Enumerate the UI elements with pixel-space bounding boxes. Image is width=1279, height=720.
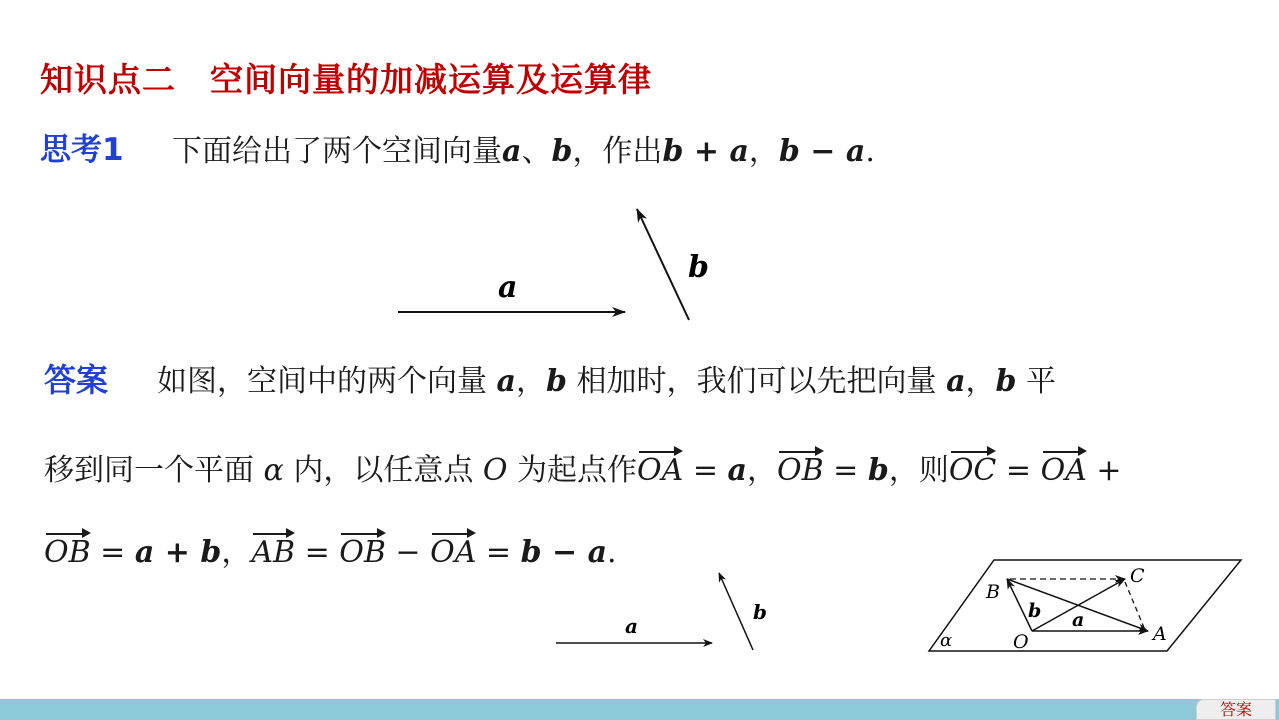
footer-bar — [0, 699, 1279, 720]
vector-b-arrow — [637, 209, 689, 320]
figure-plane-parallelogram — [920, 552, 1250, 662]
vector-OA: OA — [430, 535, 477, 570]
answer-line-1: 如图，空间中的两个向量 a，b 相加时，我们可以先把向量 a，b 平 — [157, 364, 1057, 399]
plane-label-b: b — [1028, 600, 1042, 622]
vector-OB: OB — [339, 535, 386, 570]
think-question: 下面给出了两个空间向量a、b，作出b + a，b − a. — [172, 134, 875, 169]
small-vector-b-label: b — [753, 600, 767, 624]
vector-OC: OC — [948, 453, 997, 488]
plane-alpha — [929, 560, 1241, 651]
vector-OA: OA — [637, 453, 684, 488]
dashed-C-to-A — [1125, 582, 1145, 630]
section-title: 知识点二 空间向量的加减运算及运算律 — [40, 60, 652, 99]
point-O: O — [1013, 631, 1029, 653]
vector-OB: OB — [776, 453, 824, 488]
point-B: B — [986, 581, 1000, 603]
vector-AB: AB — [251, 535, 296, 570]
answer-tab-button[interactable]: 答案 — [1196, 699, 1276, 720]
think-label: 思考1 — [40, 132, 124, 168]
figure-vectors-small — [545, 565, 785, 665]
point-A: A — [1153, 623, 1167, 645]
answer-line-3: OB = a + b，AB = OB − OA = b − a. — [44, 535, 617, 570]
plane-label-a: a — [1072, 609, 1085, 631]
answer-label: 答案 — [44, 361, 109, 399]
figure-vectors-top — [380, 195, 740, 335]
vector-b-label: b — [688, 250, 709, 285]
vector-a-label: a — [498, 270, 518, 305]
point-C: C — [1130, 565, 1145, 587]
small-vector-a-label: a — [625, 614, 638, 638]
plane-label: α — [940, 630, 953, 651]
vector-OB: OB — [44, 535, 91, 570]
answer-line-2: 移到同一个平面 α 内，以任意点 O 为起点作OA = a，OB = b，则OC = OA + — [44, 453, 1122, 488]
small-vector-b-arrow — [719, 573, 753, 650]
vector-OA: OA — [1040, 453, 1087, 488]
